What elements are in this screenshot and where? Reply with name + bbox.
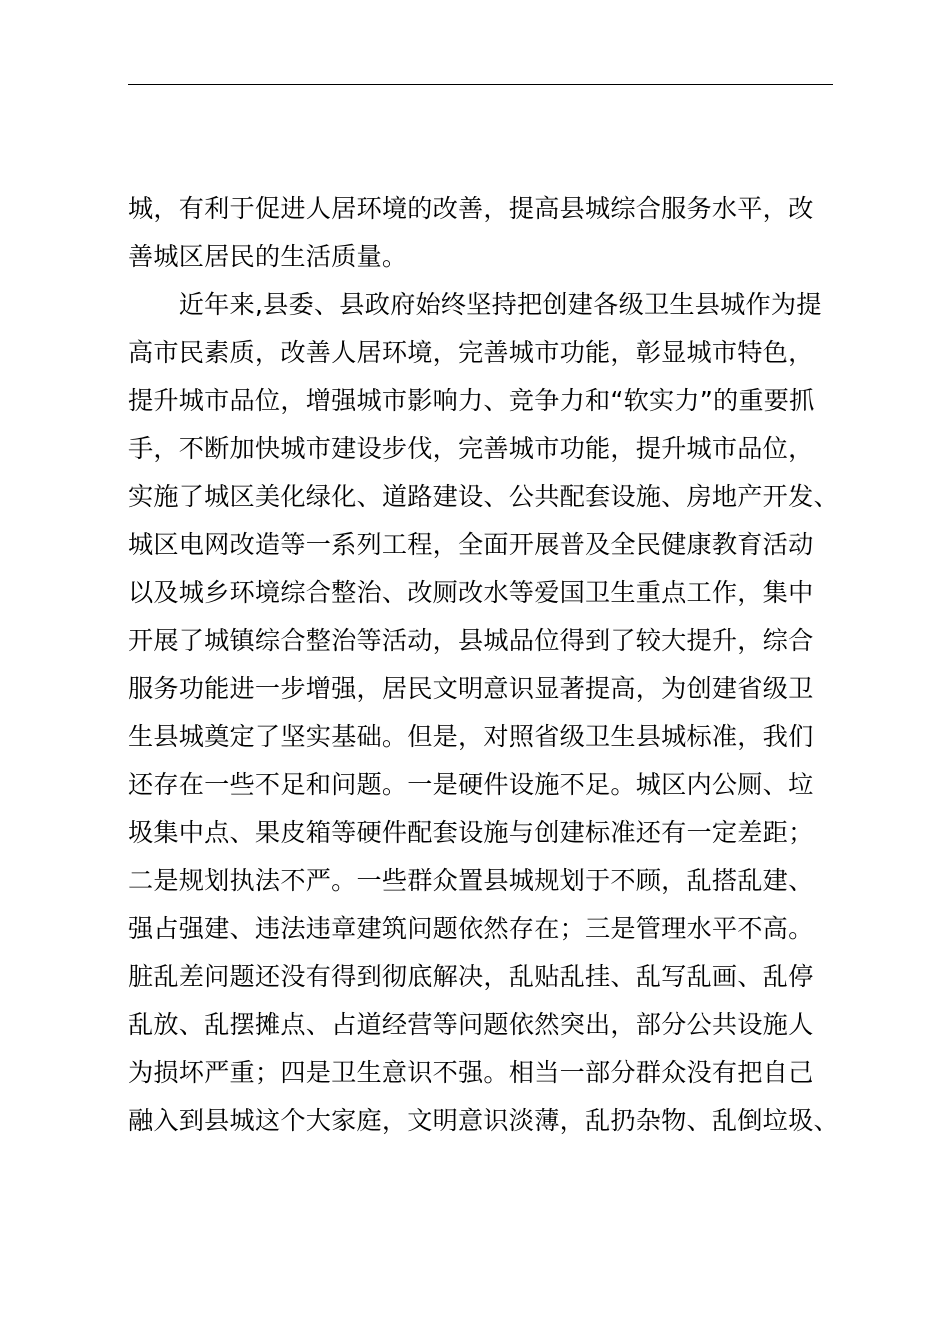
text-line: 手，不断加快城市建设步伐，完善城市功能，提升城市品位， <box>128 434 814 463</box>
text-line: 提升城市品位，增强城市影响力、竞争力和“软实力”的重要抓 <box>128 386 815 415</box>
text-line: 实施了城区美化绿化、道路建设、公共配套设施、房地产开发、 <box>128 482 839 511</box>
text-line: 为损坏严重；四是卫生意识不强。相当一部分群众没有把自己 <box>128 1058 814 1087</box>
text-line: 二是规划执法不严。一些群众置县城规划于不顾，乱搭乱建、 <box>128 866 814 895</box>
text-line: 生县城奠定了坚实基础。但是，对照省级卫生县城标准，我们 <box>128 722 814 751</box>
text-line: 城，有利于促进人居环境的改善，提高县城综合服务水平，改 <box>128 194 814 223</box>
header-rule <box>128 84 833 85</box>
text-line: 融入到县城这个大家庭，文明意识淡薄，乱扔杂物、乱倒垃圾、 <box>128 1106 839 1135</box>
text-line: 近年来,县委、县政府始终坚持把创建各级卫生县城作为提 <box>128 290 822 319</box>
text-line: 脏乱差问题还没有得到彻底解决，乱贴乱挂、乱写乱画、乱停 <box>128 962 814 991</box>
text-line: 城区电网改造等一系列工程，全面开展普及全民健康教育活动 <box>128 530 814 559</box>
text-line: 善城区居民的生活质量。 <box>128 242 408 271</box>
text-line: 强占强建、违法违章建筑问题依然存在；三是管理水平不高。 <box>128 914 814 943</box>
text-line: 圾集中点、果皮箱等硬件配套设施与创建标准还有一定差距； <box>128 818 814 847</box>
text-line: 还存在一些不足和问题。一是硬件设施不足。城区内公厕、垃 <box>128 770 814 799</box>
text-line: 以及城乡环境综合整治、改厕改水等爱国卫生重点工作，集中 <box>128 578 814 607</box>
text-line: 开展了城镇综合整治等活动，县城品位得到了较大提升，综合 <box>128 626 814 655</box>
text-line: 服务功能进一步增强，居民文明意识显著提高，为创建省级卫 <box>128 674 814 703</box>
text-line: 高市民素质，改善人居环境，完善城市功能，彰显城市特色， <box>128 338 814 367</box>
text-line: 乱放、乱摆摊点、占道经营等问题依然突出，部分公共设施人 <box>128 1010 814 1039</box>
